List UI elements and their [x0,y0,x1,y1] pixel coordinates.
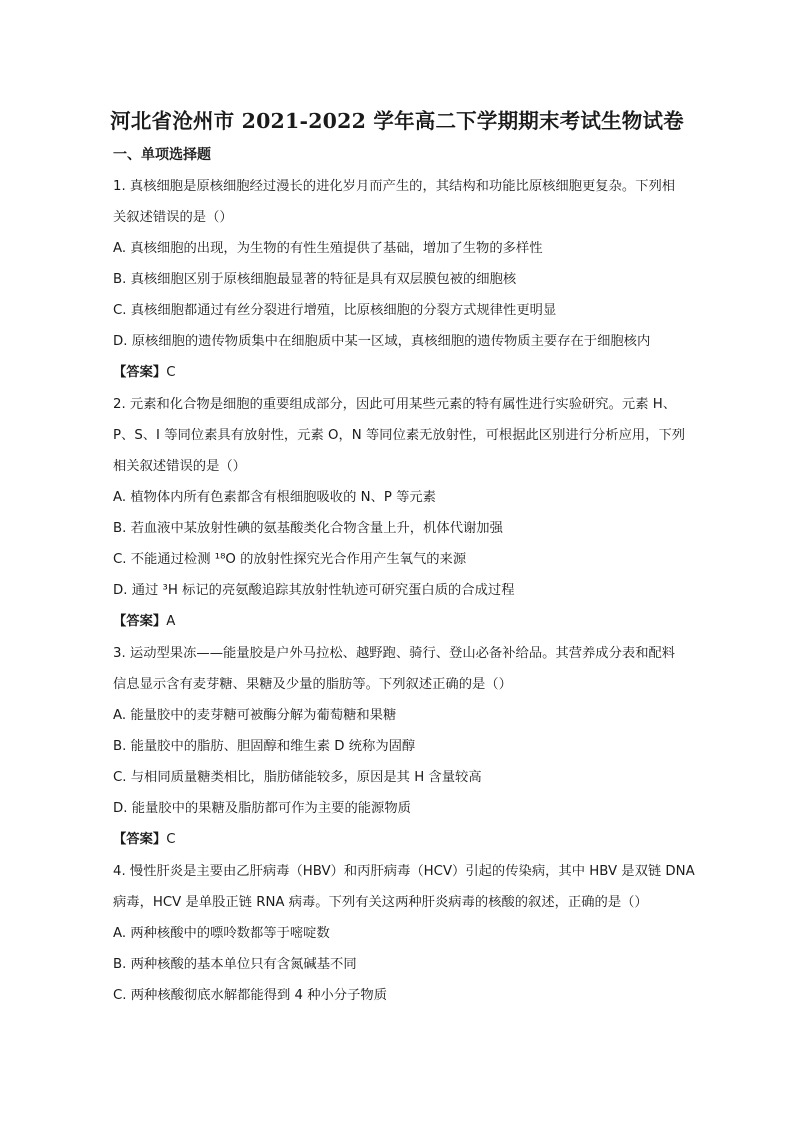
question-1-option-d: D. 原核细胞的遗传物质集中在细胞质中某一区域，真核细胞的遗传物质主要存在于细胞核内 [113,334,651,349]
question-2-option-d: D. 通过 ³H 标记的亮氨酸追踪其放射性轨迹可研究蛋白质的合成过程 [113,583,515,598]
question-3-answer [113,831,713,849]
answer-value: C [166,832,176,847]
question-3-option-d: D. 能量胶中的果糖及脂肪都可作为主要的能源物质 [113,801,411,816]
question-2-option-a: A. 植物体内所有色素都含有根细胞吸收的 N、P 等元素 [113,490,436,505]
question-3-option-a: A. 能量胶中的麦芽糖可被酶分解为葡萄糖和果糖 [113,708,397,723]
answer-label: 【答案】 [113,365,167,380]
question-1-option-c: C. 真核细胞都通过有丝分裂进行增殖，比原核细胞的分裂方式规律性更明显 [113,303,557,318]
question-4-stem-line-1: 4. 慢性肝炎是主要由乙肝病毒（HBV）和丙肝病毒（HCV）引起的传染病，其中 HBV 是双链 DNA [113,864,695,879]
document-title: 河北省沧州市 2021-2022 学年高二下学期期末考试生物试卷 [110,109,684,133]
section-heading: 一、单项选择题 [113,147,211,163]
question-1-stem-line-1: 1. 真核细胞是原核细胞经过漫长的进化岁月而产生的，其结构和功能比原核细胞更复杂。下列相 [113,179,676,194]
answer-value: C [166,365,176,380]
answer-value: A [166,614,176,629]
answer-label: 【答案】 [113,832,167,847]
question-2-stem-line-3: 相关叙述错误的是（） [113,459,246,474]
question-3-option-b: B. 能量胶中的脂肪、胆固醇和维生素 D 统称为固醇 [113,739,416,754]
question-4-stem-line-2: 病毒，HCV 是单股正链 RNA 病毒。下列有关这两种肝炎病毒的核酸的叙述，正确的是（） [113,895,648,910]
question-3-stem-line-1: 3. 运动型果冻——能量胶是户外马拉松、越野跑、骑行、登山必备补给品。其营养成分表和配料 [113,646,676,661]
question-2-stem-line-2: P、S、I 等同位素具有放射性，元素 O，N 等同位素无放射性，可根据此区别进行分析应用，下列 [113,428,686,443]
answer-label: 【答案】 [113,614,167,629]
question-1-option-b: B. 真核细胞区别于原核细胞最显著的特征是具有双层膜包被的细胞核 [113,272,517,287]
question-4-option-b: B. 两种核酸的基本单位只有含氮碱基不同 [113,957,357,972]
question-2-answer [113,613,713,631]
question-4-option-a: A. 两种核酸中的嘌呤数都等于嘧啶数 [113,926,330,941]
question-1-option-a: A. 真核细胞的出现，为生物的有性生殖提供了基础，增加了生物的多样性 [113,241,543,256]
question-2-option-b: B. 若血液中某放射性碘的氨基酸类化合物含量上升，机体代谢加强 [113,521,503,536]
question-2-stem-line-1: 2. 元素和化合物是细胞的重要组成部分，因此可用某些元素的特有属性进行实验研究。元素 H、 [113,397,677,412]
question-3-stem-line-2: 信息显示含有麦芽糖、果糖及少量的脂肪等。下列叙述正确的是（） [113,677,512,692]
question-1-answer [113,364,713,382]
question-1-stem-line-2: 关叙述错误的是（） [113,210,233,225]
question-2-option-c: C. 不能通过检测 ¹⁸O 的放射性探究光合作用产生氧气的来源 [113,552,467,567]
question-4-option-c: C. 两种核酸彻底水解都能得到 4 种小分子物质 [113,988,387,1003]
question-3-option-c: C. 与相同质量糖类相比，脂肪储能较多，原因是其 H 含量较高 [113,770,482,785]
